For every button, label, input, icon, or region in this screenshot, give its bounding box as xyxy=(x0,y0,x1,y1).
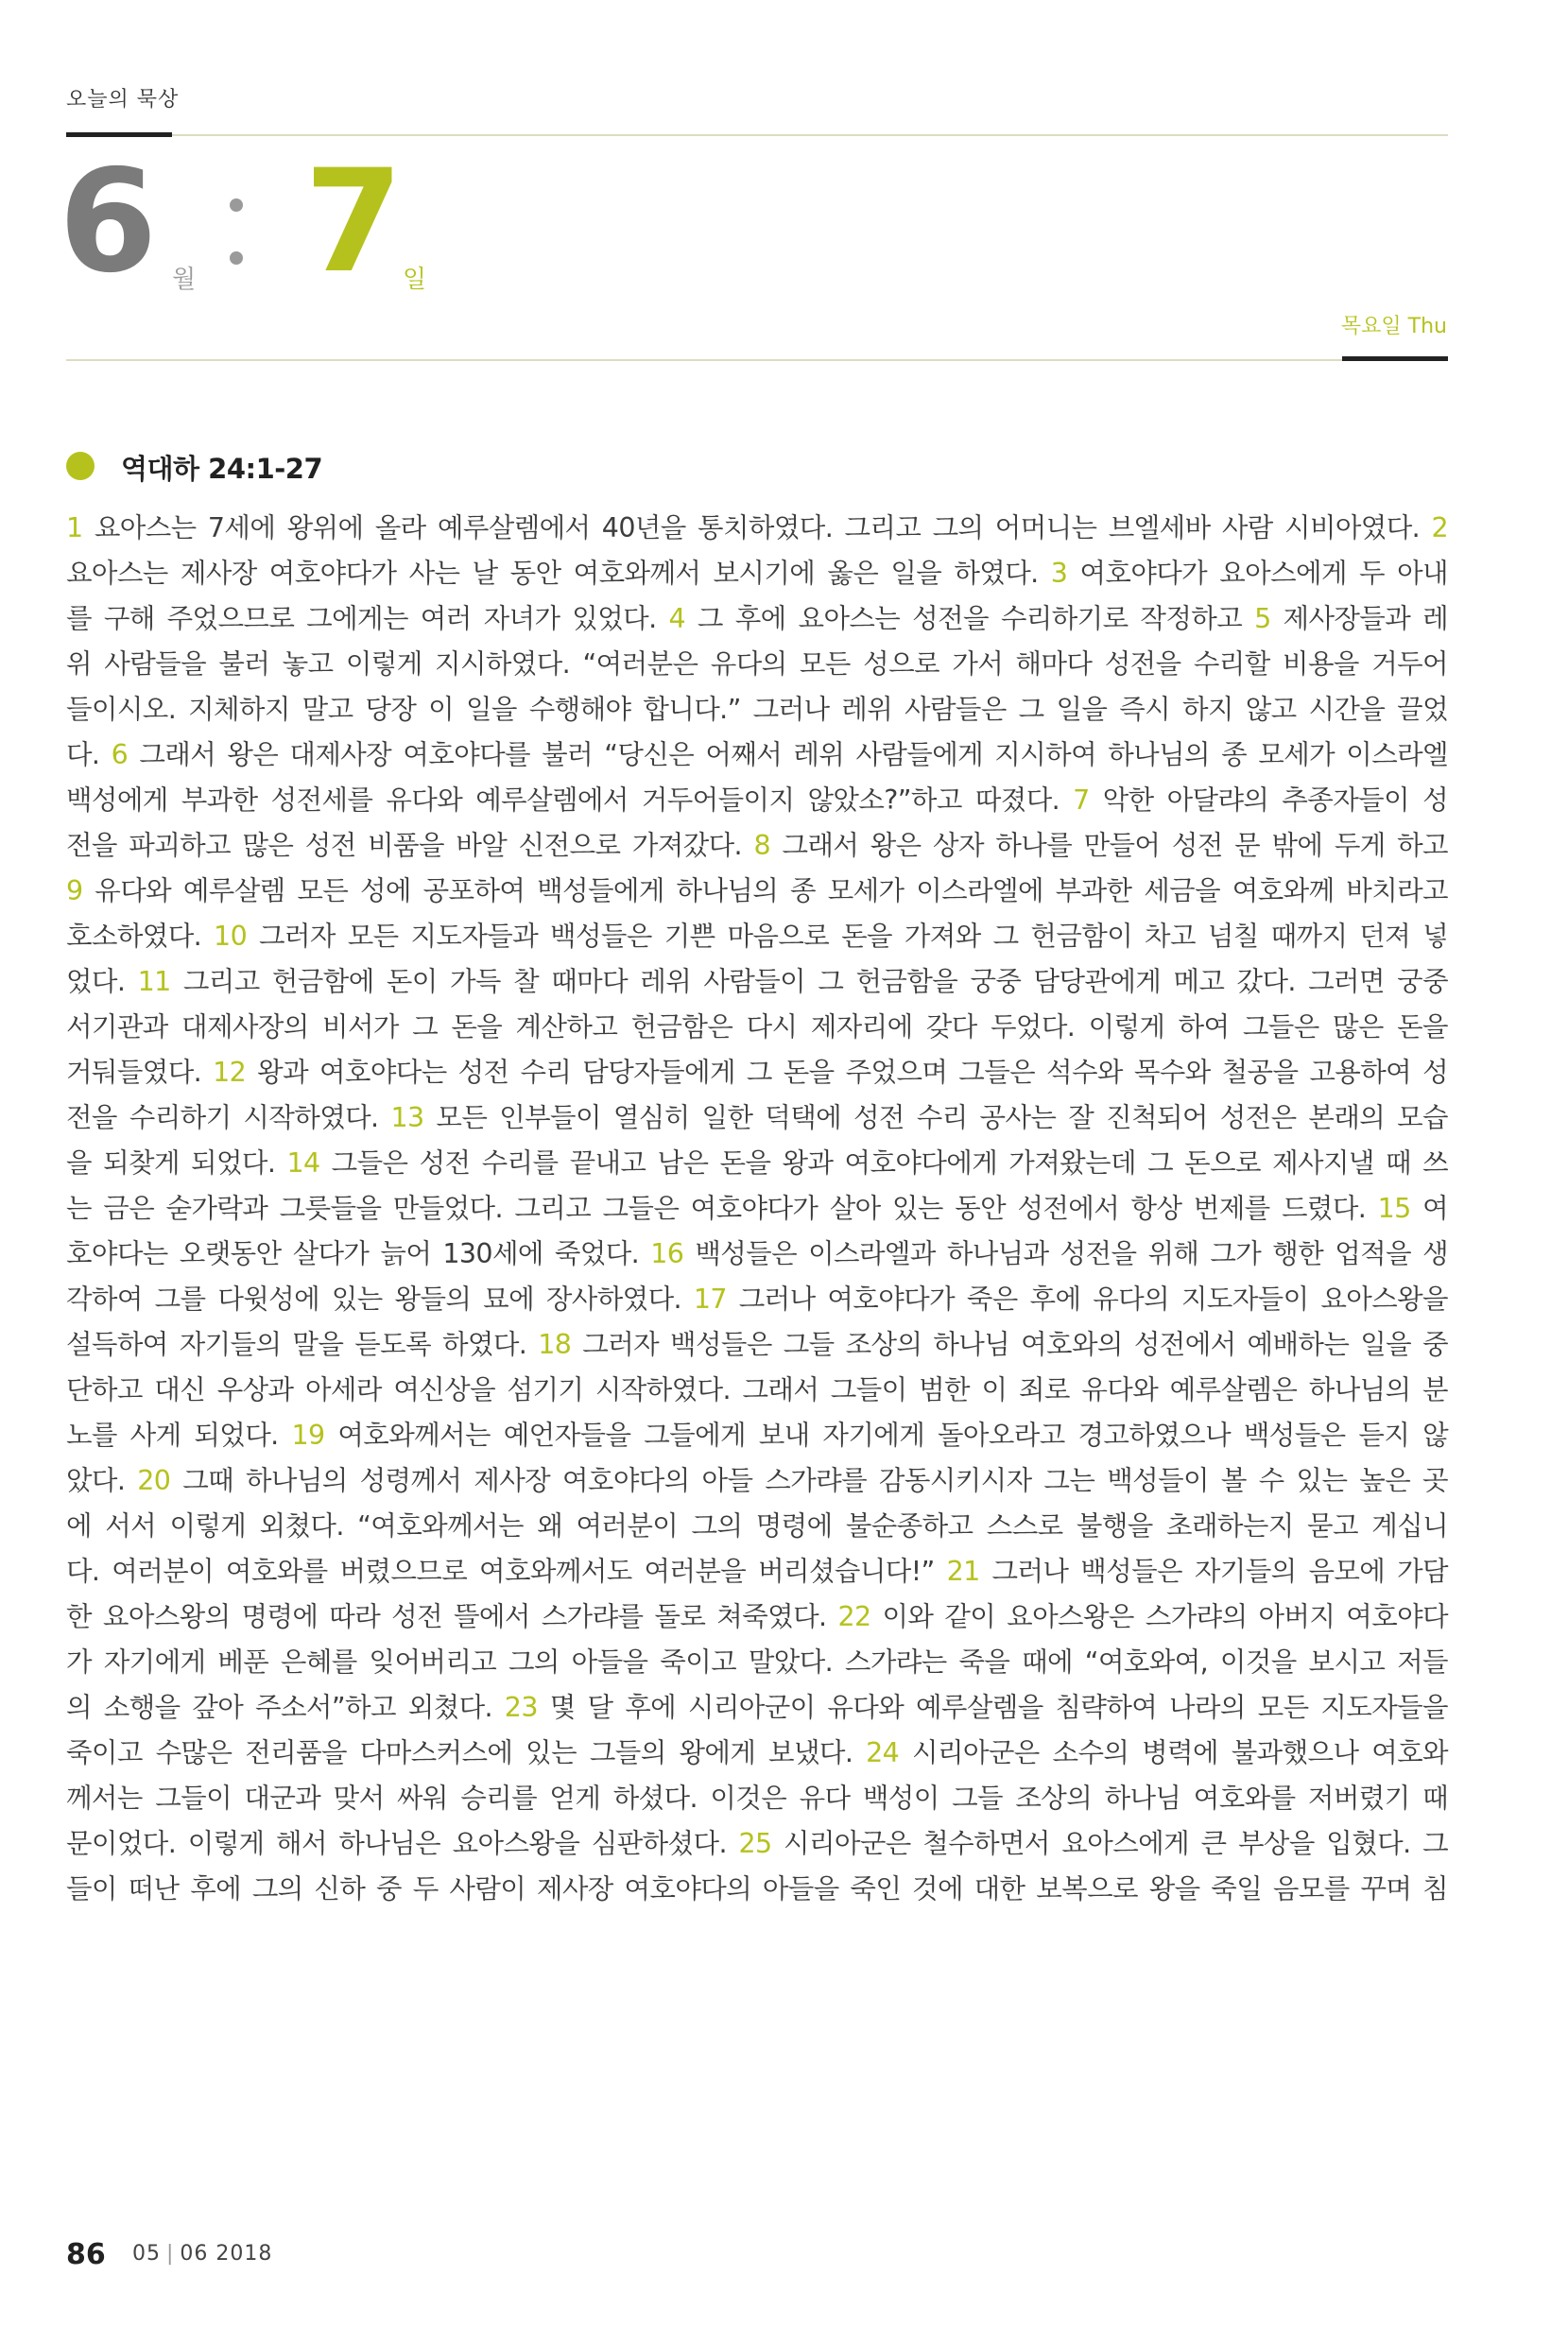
verse-number: 5 xyxy=(1254,603,1271,634)
verse-text: 았다. xyxy=(66,1465,138,1496)
verse-number: 6 xyxy=(111,739,129,770)
verse-text: 시리아군은 철수하면서 요아스에게 큰 부상을 입혔다. 그 xyxy=(771,1828,1449,1859)
verse-number: 3 xyxy=(1050,558,1068,589)
verse-text: 그들은 성전 수리를 끝내고 남은 돈을 왕과 여호야다에게 가져왔는데 그 돈으로 제사지낼 때 쓰 xyxy=(319,1147,1449,1179)
scripture-line xyxy=(66,687,1448,732)
scripture-line xyxy=(66,1821,1448,1867)
scripture-line xyxy=(66,1594,1448,1640)
verse-number: 11 xyxy=(137,966,171,997)
scripture-line xyxy=(66,1640,1448,1685)
date-colon xyxy=(230,198,245,274)
verse-text: 거둬들였다. xyxy=(66,1057,214,1088)
scripture-line xyxy=(66,778,1448,823)
weekday-label: 목요일 Thu xyxy=(1340,315,1447,338)
verse-text: 는 금은 숟가락과 그릇들을 만들었다. 그리고 그들은 여호야다가 살아 있는 동안 성전에서 항상 번제를 드렸다. xyxy=(66,1193,1378,1224)
scripture-line xyxy=(66,1277,1448,1322)
header-divider-accent xyxy=(66,132,172,137)
verse-text: 에 서서 이렇게 외쳤다. “여호와께서는 왜 여러분이 그의 명령에 불순종하고 스스로 불행을 초래하는지 묻고 계십니 xyxy=(66,1510,1448,1542)
verse-text: 그 후에 요아스는 성전을 수리하기로 작정하고 xyxy=(685,603,1255,634)
verse-text: 위 사람들을 불러 놓고 이렇게 지시하였다. “여러분은 유다의 모든 성으로 가서 해마다 성전을 수리할 비용을 거두어 xyxy=(66,648,1448,680)
bullet-dot-icon xyxy=(66,452,95,480)
scripture-line xyxy=(66,1549,1448,1594)
verse-text: 한 요아스왕의 명령에 따라 성전 뜰에서 스가랴를 돌로 쳐죽였다. xyxy=(66,1601,838,1632)
verse-text: 을 되찾게 되었다. xyxy=(66,1147,287,1179)
verse-text: 들이시오. 지체하지 말고 당장 이 일을 수행해야 합니다.” 그러나 레위 사람들은 그 일을 즉시 하지 않고 시간을 끌었 xyxy=(66,694,1448,725)
verse-number: 13 xyxy=(390,1102,424,1133)
verse-text: 의 소행을 갚아 주소서”하고 외쳤다. xyxy=(66,1692,505,1723)
verse-number: 17 xyxy=(693,1284,727,1315)
scripture-line xyxy=(66,1413,1448,1458)
verse-text: 시리아군은 소수의 병력에 불과했으나 여호와 xyxy=(899,1737,1448,1768)
verse-text: 그래서 왕은 대제사장 여호야다를 불러 “당신은 어째서 레위 사람들에게 지시하여 하나님의 종 모세가 이스라엘 xyxy=(128,739,1448,770)
scripture-line xyxy=(66,1685,1448,1731)
verse-number: 1 xyxy=(66,512,83,543)
verse-text: 노를 사게 되었다. xyxy=(66,1420,292,1451)
verse-text: 었다. xyxy=(66,966,138,997)
scripture-line xyxy=(66,1141,1448,1186)
verse-text: 백성에게 부과한 성전세를 유다와 예루살렘에서 거두어들이지 않았소?”하고 따졌다. xyxy=(66,784,1074,816)
verse-text: 제사장들과 레 xyxy=(1270,603,1449,634)
verse-text: 호소하였다. xyxy=(66,921,215,952)
scripture-line xyxy=(66,959,1448,1005)
verse-text: 각하여 그를 다윗성에 있는 왕들의 묘에 장사하였다. xyxy=(66,1284,694,1315)
scripture-line xyxy=(66,1322,1448,1368)
verse-text: 를 구해 주었으므로 그에게는 여러 자녀가 있었다. xyxy=(66,603,669,634)
verse-number: 14 xyxy=(286,1147,320,1179)
series-title: 오늘의 묵상 xyxy=(66,88,180,112)
page-number: 86 xyxy=(66,2238,106,2271)
verse-text: 그러자 백성들은 그들 조상의 하나님 여호와의 성전에서 예배하는 일을 중 xyxy=(571,1329,1448,1360)
scripture-line xyxy=(66,596,1448,642)
issue-rest: 06 2018 xyxy=(180,2242,273,2266)
scripture-line xyxy=(66,551,1448,596)
scripture-line xyxy=(66,823,1448,869)
verse-text: 들이 떠난 후에 그의 신하 중 두 사람이 제사장 여호야다의 아들을 죽인 것에 대한 보복으로 왕을 죽일 음모를 꾸며 침 xyxy=(66,1873,1448,1904)
verse-text: 여호와께서는 예언자들을 그들에게 보내 자기에게 돌아오라고 경고하였으나 백성들은 듣지 않 xyxy=(324,1420,1449,1451)
scripture-line xyxy=(66,506,1448,551)
verse-number: 22 xyxy=(837,1601,871,1632)
verse-text: 요아스는 7세에 왕위에 올라 예루살렘에서 40년을 통치하였다. 그리고 그의 어머니는 브엘세바 사람 시비아였다. xyxy=(82,512,1432,543)
verse-text: 그래서 왕은 상자 하나를 만들어 성전 문 밖에 두게 하고 xyxy=(770,830,1448,861)
scripture-line xyxy=(66,1731,1448,1776)
scripture-line xyxy=(66,1368,1448,1413)
scripture-line xyxy=(66,869,1448,914)
verse-text: 설득하여 자기들의 말을 듣도록 하였다. xyxy=(66,1329,539,1360)
scripture-line xyxy=(66,1504,1448,1549)
verse-number: 19 xyxy=(291,1420,325,1451)
verse-number: 23 xyxy=(504,1692,538,1723)
scripture-reference: 역대하 24:1-27 xyxy=(121,453,323,485)
verse-number: 21 xyxy=(946,1556,980,1587)
header-divider xyxy=(66,134,1448,136)
scripture-line xyxy=(66,1776,1448,1821)
verse-text: 몇 달 후에 시리아군이 유다와 예루살렘을 침략하여 나라의 모든 지도자들을 xyxy=(537,1692,1448,1723)
scripture-line xyxy=(66,732,1448,778)
verse-number: 10 xyxy=(214,921,248,952)
verse-text: 다. xyxy=(66,739,112,770)
verse-number: 16 xyxy=(650,1238,684,1269)
verse-number: 9 xyxy=(66,875,83,906)
issue-separator: | xyxy=(166,2242,175,2266)
scripture-line xyxy=(66,1232,1448,1277)
month-number: 6 xyxy=(59,140,158,304)
verse-text: 그러나 백성들은 자기들의 음모에 가담 xyxy=(979,1556,1448,1587)
scripture-line xyxy=(66,642,1448,687)
scripture-line xyxy=(66,1005,1448,1050)
verse-text: 전을 파괴하고 많은 성전 비품을 바알 신전으로 가져갔다. xyxy=(66,830,754,861)
issue-month: 05 xyxy=(132,2242,161,2266)
verse-text: 가 자기에게 베푼 은혜를 잊어버리고 그의 아들을 죽이고 말았다. 스가랴는 죽을 때에 “여호와여, 이것을 보시고 저들 xyxy=(66,1646,1448,1678)
verse-number: 18 xyxy=(538,1329,572,1360)
verse-text: 모든 인부들이 열심히 일한 덕택에 성전 수리 공사는 잘 진척되어 성전은 본래의 모습 xyxy=(423,1102,1448,1133)
date-divider xyxy=(66,359,1448,361)
verse-text: 호야다는 오랫동안 살다가 늙어 130세에 죽었다. xyxy=(66,1238,651,1269)
verse-number: 2 xyxy=(1431,512,1448,543)
verse-number: 8 xyxy=(753,830,771,861)
verse-text: 께서는 그들이 대군과 맞서 싸워 승리를 얻게 하셨다. 이것은 유다 백성이 그들 조상의 하나님 여호와를 저버렸기 때 xyxy=(66,1783,1448,1814)
verse-text: 문이었다. 이렇게 해서 하나님은 요아스왕을 심판하셨다. xyxy=(66,1828,739,1859)
verse-text: 이와 같이 요아스왕은 스가랴의 아버지 여호야다 xyxy=(870,1601,1448,1632)
scripture-line xyxy=(66,914,1448,959)
date-divider-accent xyxy=(1342,356,1448,361)
verse-number: 4 xyxy=(668,603,685,634)
verse-text: 그때 하나님의 성령께서 제사장 여호야다의 아들 스가랴를 감동시키시자 그는 백성들이 볼 수 있는 높은 곳 xyxy=(170,1465,1448,1496)
verse-text: 죽이고 수많은 전리품을 다마스커스에 있는 그들의 왕에게 보냈다. xyxy=(66,1737,867,1768)
scripture-line xyxy=(66,1867,1448,1912)
verse-text: 단하고 대신 우상과 아세라 여신상을 섬기기 시작하였다. 그래서 그들이 범한 이 죄로 유다와 예루살렘은 하나님의 분 xyxy=(66,1374,1448,1405)
issue-date xyxy=(132,2242,272,2266)
scripture-text xyxy=(66,506,1448,1912)
scripture-line xyxy=(66,1050,1448,1095)
verse-number: 25 xyxy=(738,1828,772,1859)
verse-number: 20 xyxy=(137,1465,171,1496)
verse-text: 왕과 여호야다는 성전 수리 담당자들에게 그 돈을 주었으며 그들은 석수와 목수와 철공을 고용하여 성 xyxy=(246,1057,1448,1088)
verse-text: 다. 여러분이 여호와를 버렸으므로 여호와께서도 여러분을 버리셨습니다!” xyxy=(66,1556,947,1587)
verse-text: 서기관과 대제사장의 비서가 그 돈을 계산하고 헌금함은 다시 제자리에 갖다 두었다. 이렇게 하여 그들은 많은 돈을 xyxy=(66,1011,1448,1043)
verse-number: 12 xyxy=(213,1057,247,1088)
day-unit: 일 xyxy=(403,266,427,294)
verse-text: 백성들은 이스라엘과 하나님과 성전을 위해 그가 행한 업적을 생 xyxy=(683,1238,1449,1269)
scripture-line xyxy=(66,1186,1448,1232)
verse-text: 악한 아달랴의 추종자들이 성 xyxy=(1089,784,1449,816)
verse-text: 요아스는 제사장 여호야다가 사는 날 동안 여호와께서 보시기에 옳은 일을 하였다. xyxy=(66,558,1051,589)
verse-text: 그러나 여호야다가 죽은 후에 유다의 지도자들이 요아스왕을 xyxy=(726,1284,1448,1315)
verse-text: 전을 수리하기 시작하였다. xyxy=(66,1102,391,1133)
verse-number: 7 xyxy=(1073,784,1090,816)
verse-text: 유다와 예루살렘 모든 성에 공포하여 백성들에게 하나님의 종 모세가 이스라엘에 부과한 세금을 여호와께 바치라고 xyxy=(82,875,1448,906)
verse-number: 15 xyxy=(1377,1193,1411,1224)
verse-text: 여 xyxy=(1410,1193,1448,1224)
verse-number: 24 xyxy=(866,1737,900,1768)
verse-text: 여호야다가 요아스에게 두 아내 xyxy=(1067,558,1448,589)
day-number: 7 xyxy=(304,140,404,304)
verse-text: 그리고 헌금함에 돈이 가득 찰 때마다 레위 사람들이 그 헌금함을 궁중 담당관에게 메고 갔다. 그러면 궁중 xyxy=(170,966,1448,997)
scripture-line xyxy=(66,1458,1448,1504)
verse-text: 그러자 모든 지도자들과 백성들은 기쁜 마음으로 돈을 가져와 그 헌금함이 차고 넘칠 때까지 던져 넣 xyxy=(247,921,1448,952)
month-unit: 월 xyxy=(172,266,197,294)
scripture-line xyxy=(66,1095,1448,1141)
